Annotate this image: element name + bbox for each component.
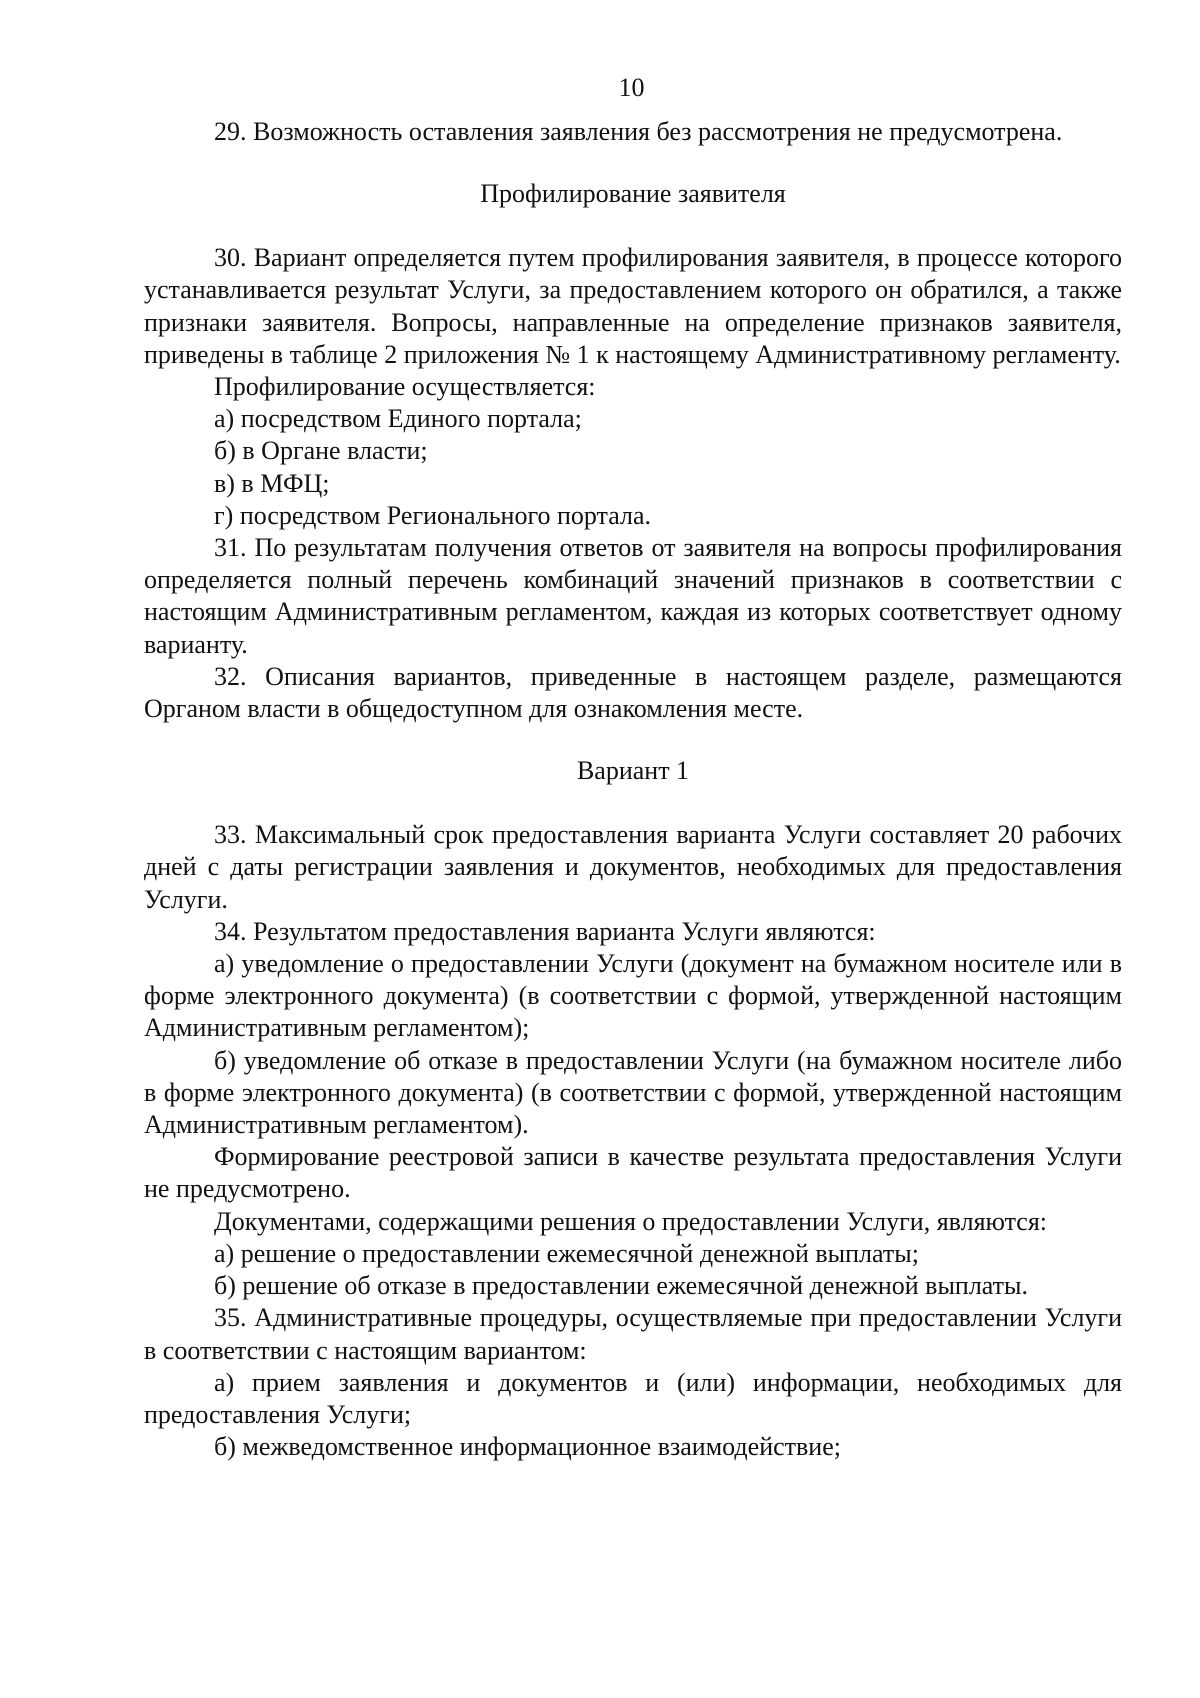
paragraph-34: 34. Результатом предоставления варианта Услуги являются: [214, 916, 876, 946]
paragraph-decision-docs: Документами, содержащими решения о предоставлении Услуги, являются: [214, 1206, 1048, 1236]
paragraph-35: 35. Административные процедуры, осуществляемые при предоставлении Услуги в соответствии с настоящим вариантом: [144, 1303, 1122, 1365]
section-heading-variant-1: Вариант 1 [576, 756, 690, 786]
spacer [144, 787, 1122, 819]
paragraph-32: 32. Описания вариантов, приведенные в настоящем разделе, размещаются Органом власти в общедоступном для ознакомления месте. [144, 661, 1122, 724]
spacer [144, 148, 1122, 178]
page-number: 10 [618, 73, 645, 102]
list-item-v: в) в МФЦ; [214, 468, 330, 498]
section-heading-profiling: Профилирование заявителя [480, 179, 786, 209]
list-item-a-notice: а) уведомление о предоставлении Услуги (документ на бумажном носителе или в форме электронного документа) (в соответствии с формой, утвержденной настоящим Административным регламентом); [144, 949, 1122, 1043]
paragraph-31: 31. По результатам получения ответов от заявителя на вопросы профилирования определяется полный перечень комбинаций значений признаков в соответствии с настоящим Административным регламентом, каждая из которых соответствует одному варианту. [144, 533, 1122, 659]
list-item-a-procedure: а) прием заявления и документов и (или) информации, необходимых для предоставления Услуги; [144, 1367, 1122, 1429]
spacer [144, 725, 1122, 755]
list-item-b-decision: б) решение об отказе в предоставлении ежемесячной денежной выплаты. [214, 1271, 1028, 1301]
list-item-g: г) посредством Регионального портала. [214, 500, 652, 530]
paragraph-33: 33. Максимальный срок предоставления варианта Услуги составляет 20 рабочих дней с даты регистрации заявления и документов, необходимых для предоставления Услуги. [144, 820, 1122, 914]
list-item-b-refusal: б) уведомление об отказе в предоставлении Услуги (на бумажном носителе либо в форме электронного документа) (в соответствии с формой, утвержденной настоящим Административным регламентом). [144, 1045, 1122, 1140]
list-item-a-decision: а) решение о предоставлении ежемесячной денежной выплаты; [214, 1238, 919, 1268]
paragraph-29: 29. Возможность оставления заявления без рассмотрения не предусмотрена. [214, 117, 1063, 146]
document-body [144, 116, 1122, 1463]
list-item-b: б) в Органе власти; [214, 436, 428, 466]
paragraph-profiling-intro: Профилирование осуществляется: [214, 372, 596, 402]
spacer [144, 210, 1122, 242]
list-item-b-procedure: б) межведомственное информационное взаимодействие; [214, 1432, 841, 1462]
list-item-a: а) посредством Единого портала; [214, 404, 582, 434]
paragraph-30: 30. Вариант определяется путем профилирования заявителя, в процессе которого устанавливается результат Услуги, за предоставлением которого он обратился, а также признаки заявителя. Вопросы, направленные на определение признаков заявителя, приведены в таблице 2 приложения № 1 к настоящему Административному регламенту. [144, 243, 1122, 369]
paragraph-registry: Формирование реестровой записи в качестве результата предоставления Услуги не предусмотрено. [144, 1142, 1122, 1204]
